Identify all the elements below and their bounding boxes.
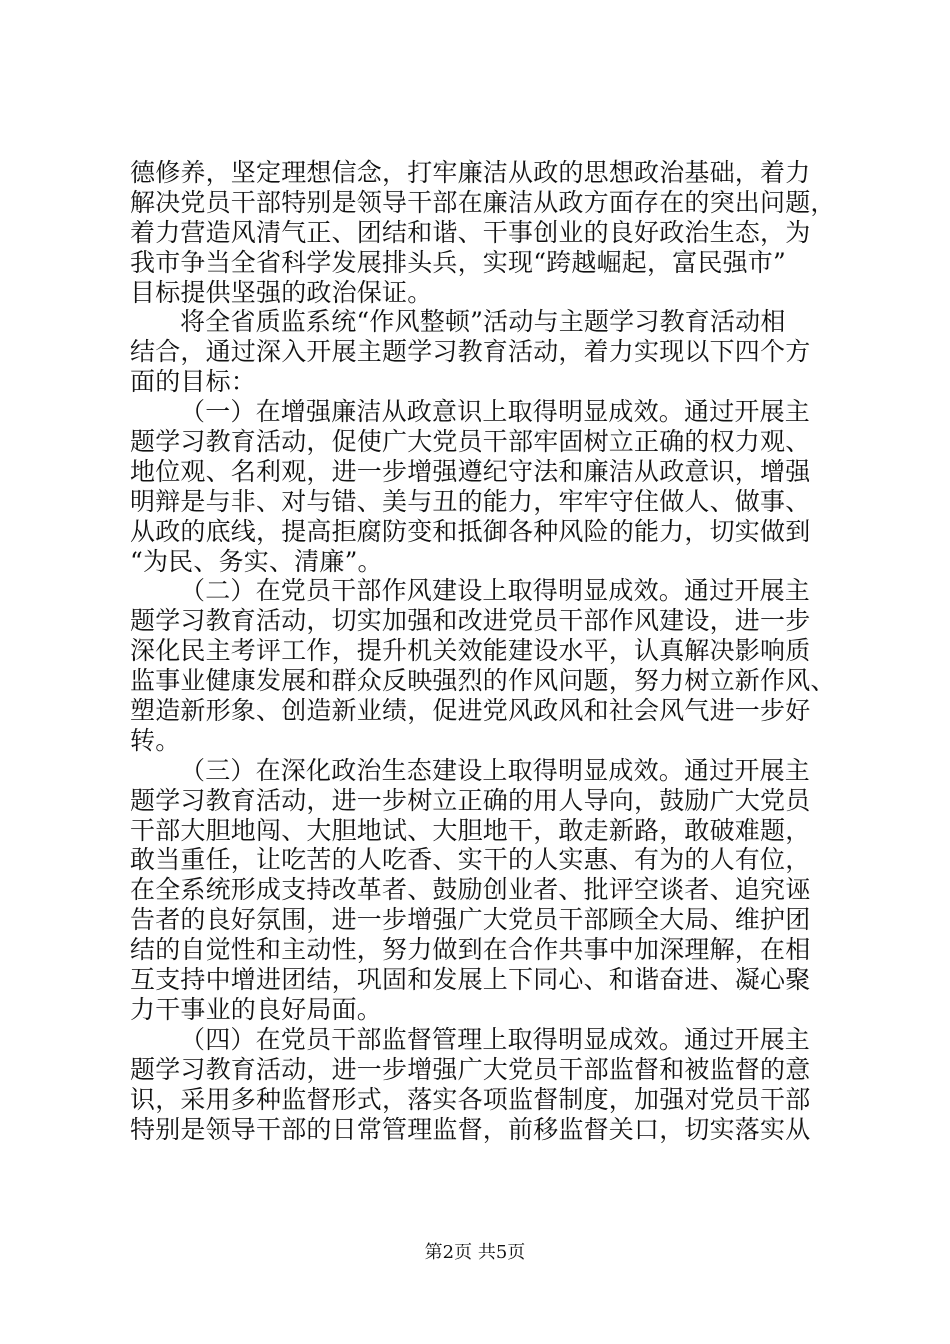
- body-line: 结合，通过深入开展主题学习教育活动，着力实现以下四个方: [130, 337, 811, 367]
- body-line: 题学习教育活动，切实加强和改进党员干部作风建设，进一步: [130, 606, 811, 636]
- body-line: 目标提供坚强的政治保证。: [130, 277, 433, 307]
- body-line: 题学习教育活动，进一步树立正确的用人导向，鼓励广大党员: [130, 785, 811, 815]
- body-line: 监事业健康发展和群众反映强烈的作风问题，努力树立新作风、: [130, 666, 836, 696]
- body-line: 我市争当全省科学发展排头兵，实现“跨越崛起，富民强市”: [130, 247, 786, 277]
- paragraph-start-line: （二）在党员干部作风建设上取得明显成效。通过开展主: [180, 576, 811, 606]
- paragraph-start-line: （四）在党员干部监督管理上取得明显成效。通过开展主: [180, 1024, 811, 1054]
- body-line: 从政的底线，提高拒腐防变和抵御各种风险的能力，切实做到: [130, 516, 811, 546]
- body-line: 告者的良好氛围，进一步增强广大党员干部顾全大局、维护团: [130, 905, 811, 935]
- body-line: 敢当重任，让吃苦的人吃香、实干的人实惠、有为的人有位，: [130, 845, 811, 875]
- body-line: 力干事业的良好局面。: [130, 994, 383, 1024]
- body-line: 在全系统形成支持改革者、鼓励创业者、批评空谈者、追究诬: [130, 875, 811, 905]
- body-line: 着力营造风清气正、团结和谐、干事创业的良好政治生态，为: [130, 217, 811, 247]
- document-body: [130, 158, 836, 1144]
- body-line: “为民、务实、清廉”。: [130, 546, 383, 576]
- paragraph-start-line: 将全省质监系统“作风整顿”活动与主题学习教育活动相: [180, 307, 786, 337]
- body-line: 题学习教育活动，进一步增强广大党员干部监督和被监督的意: [130, 1054, 811, 1084]
- paragraph-start-line: （三）在深化政治生态建设上取得明显成效。通过开展主: [180, 755, 811, 785]
- paragraph-start-line: （一）在增强廉洁从政意识上取得明显成效。通过开展主: [180, 397, 811, 427]
- body-line: 塑造新形象、创造新业绩，促进党风政风和社会风气进一步好: [130, 696, 811, 726]
- body-line: 结的自觉性和主动性，努力做到在合作共事中加深理解，在相: [130, 935, 811, 965]
- body-line: 地位观、名利观，进一步增强遵纪守法和廉洁从政意识，增强: [130, 456, 811, 486]
- body-line: 识，采用多种监督形式，落实各项监督制度，加强对党员干部: [130, 1084, 811, 1114]
- body-line: 干部大胆地闯、大胆地试、大胆地干，敢走新路，敢破难题，: [130, 815, 811, 845]
- body-line: 深化民主考评工作，提升机关效能建设水平，认真解决影响质: [130, 636, 811, 666]
- body-line: 解决党员干部特别是领导干部在廉洁从政方面存在的突出问题，: [130, 187, 836, 217]
- body-line: 特别是领导干部的日常管理监督，前移监督关口，切实落实从: [130, 1114, 811, 1144]
- body-line: 明辩是与非、对与错、美与丑的能力，牢牢守住做人、做事、: [130, 486, 811, 516]
- body-line: 德修养，坚定理想信念，打牢廉洁从政的思想政治基础，着力: [130, 158, 811, 187]
- body-line: 题学习教育活动，促使广大党员干部牢固树立正确的权力观、: [130, 427, 811, 457]
- body-line: 转。: [130, 725, 181, 755]
- body-line: 面的目标：: [130, 367, 257, 397]
- body-line: 互支持中增进团结，巩固和发展上下同心、和谐奋进、凝心聚: [130, 965, 811, 995]
- page-footer: [0, 1241, 950, 1265]
- page-number-label: 第2页 共5页: [424, 1242, 526, 1263]
